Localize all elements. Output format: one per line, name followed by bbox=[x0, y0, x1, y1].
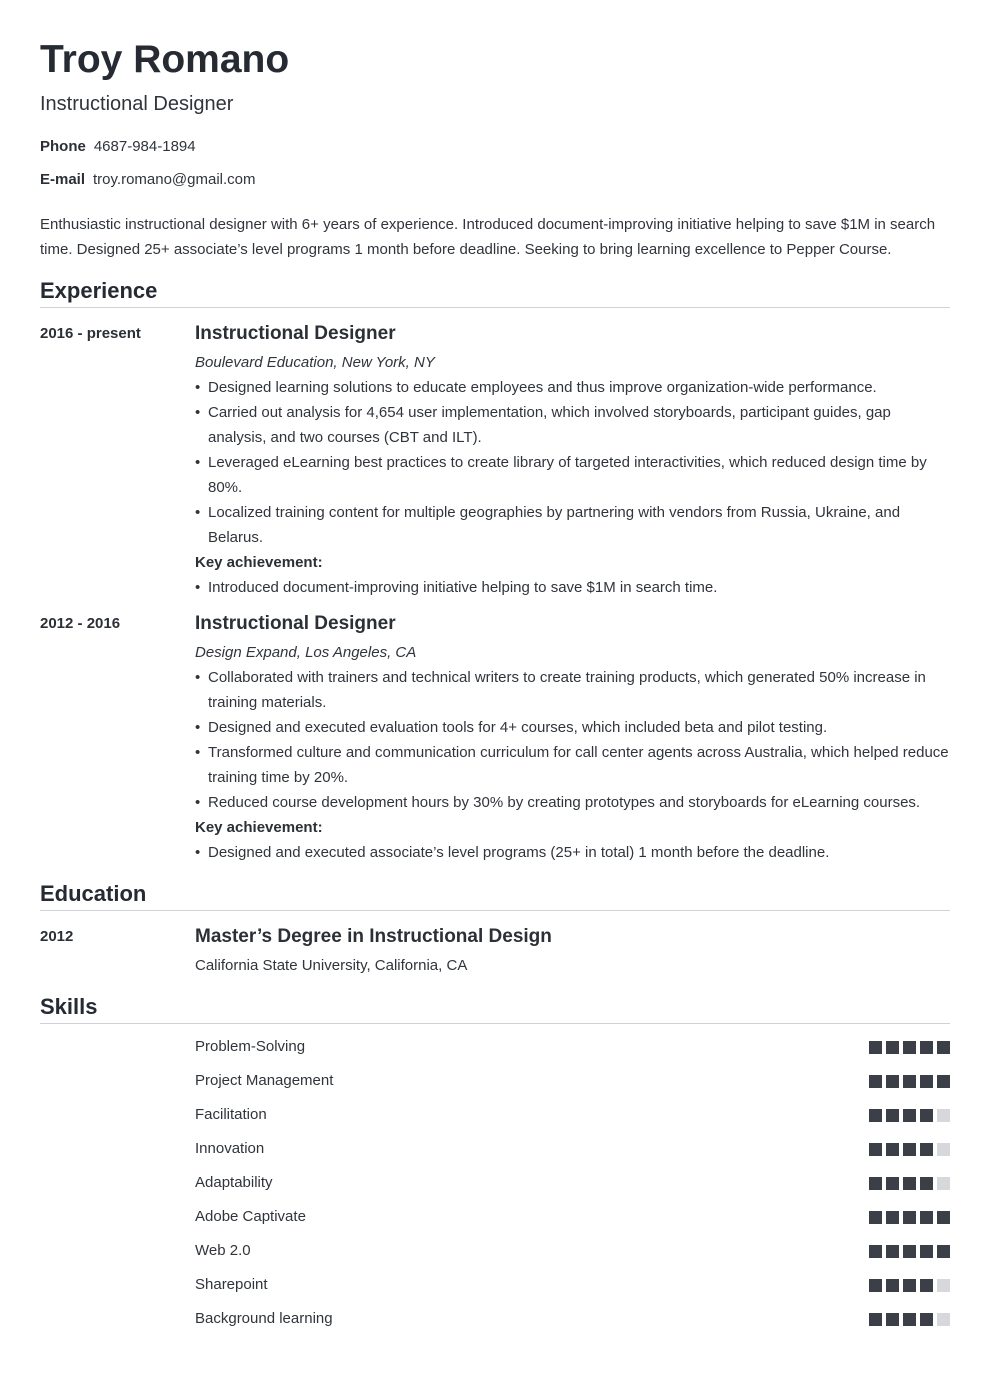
level-filled-square bbox=[937, 1075, 950, 1088]
skill-row bbox=[195, 1238, 950, 1272]
level-filled-square bbox=[869, 1041, 882, 1054]
skill-level-indicator bbox=[869, 1177, 950, 1190]
list-item: • Transformed culture and communication curriculum for call center agents across Australia, which helped reduce training time by 20%. bbox=[195, 740, 950, 790]
education-heading: Education bbox=[40, 880, 950, 911]
skill-name: Sharepoint bbox=[195, 1276, 268, 1293]
skill-row bbox=[195, 1034, 950, 1068]
list-item: • Designed learning solutions to educate employees and thus improve organization-wide performance. bbox=[195, 375, 950, 400]
level-filled-square bbox=[886, 1177, 899, 1190]
company-location: Design Expand, Los Angeles, CA bbox=[195, 644, 417, 661]
level-filled-square bbox=[903, 1279, 916, 1292]
list-item: • Collaborated with trainers and technical writers to create training products, which generated 50% increase in training materials. bbox=[195, 665, 950, 715]
entry-date: 2012 bbox=[40, 928, 74, 945]
skill-name: Adobe Captivate bbox=[195, 1208, 306, 1225]
list-item: • Designed and executed evaluation tools for 4+ courses, which included beta and pilot testing. bbox=[195, 715, 950, 740]
level-filled-square bbox=[903, 1177, 916, 1190]
skill-row bbox=[195, 1306, 950, 1340]
skill-name: Web 2.0 bbox=[195, 1242, 251, 1259]
level-filled-square bbox=[903, 1143, 916, 1156]
level-filled-square bbox=[920, 1279, 933, 1292]
level-filled-square bbox=[903, 1313, 916, 1326]
degree-title: Master’s Degree in Instructional Design bbox=[195, 926, 552, 947]
list-item: • Reduced course development hours by 30% by creating prototypes and storyboards for eLearning courses. bbox=[195, 790, 950, 815]
level-filled-square bbox=[937, 1211, 950, 1224]
entry-body bbox=[195, 925, 950, 978]
level-empty-square bbox=[937, 1313, 950, 1326]
entry-date: 2016 - present bbox=[40, 325, 141, 342]
level-filled-square bbox=[869, 1245, 882, 1258]
skills-list bbox=[195, 1034, 950, 1340]
level-filled-square bbox=[903, 1109, 916, 1122]
candidate-name: Troy Romano bbox=[40, 38, 290, 81]
list-item: • Designed and executed associate’s level programs (25+ in total) 1 month before the deadline. bbox=[195, 840, 950, 865]
level-filled-square bbox=[920, 1143, 933, 1156]
skill-level-indicator bbox=[869, 1279, 950, 1292]
level-filled-square bbox=[920, 1041, 933, 1054]
level-filled-square bbox=[937, 1041, 950, 1054]
skill-row bbox=[195, 1204, 950, 1238]
list-item: • Introduced document-improving initiative helping to save $1M in search time. bbox=[195, 575, 950, 600]
experience-heading: Experience bbox=[40, 277, 950, 308]
list-item: • Carried out analysis for 4,654 user implementation, which involved storyboards, participant guides, gap analysis, and two courses (CBT and ILT). bbox=[195, 400, 950, 450]
level-filled-square bbox=[903, 1245, 916, 1258]
skill-level-indicator bbox=[869, 1313, 950, 1326]
skill-name: Adaptability bbox=[195, 1174, 273, 1191]
school-name: California State University, California, CA bbox=[195, 957, 468, 974]
skill-name: Problem-Solving bbox=[195, 1038, 306, 1055]
skill-level-indicator bbox=[869, 1075, 950, 1088]
skill-name: Background learning bbox=[195, 1310, 333, 1327]
key-achievement-label: Key achievement: bbox=[195, 554, 323, 571]
entry-body bbox=[195, 612, 950, 865]
level-filled-square bbox=[886, 1075, 899, 1088]
job-title: Instructional Designer bbox=[195, 613, 396, 634]
level-filled-square bbox=[869, 1313, 882, 1326]
level-filled-square bbox=[920, 1109, 933, 1122]
level-filled-square bbox=[920, 1245, 933, 1258]
level-filled-square bbox=[869, 1143, 882, 1156]
phone-value: 4687-984-1894 bbox=[93, 138, 196, 155]
skill-level-indicator bbox=[869, 1245, 950, 1258]
skill-row bbox=[195, 1068, 950, 1102]
level-filled-square bbox=[869, 1279, 882, 1292]
skill-level-indicator bbox=[869, 1143, 950, 1156]
skill-name: Innovation bbox=[195, 1140, 265, 1157]
entry-date: 2012 - 2016 bbox=[40, 615, 121, 632]
skill-row bbox=[195, 1102, 950, 1136]
level-filled-square bbox=[903, 1211, 916, 1224]
level-filled-square bbox=[869, 1109, 882, 1122]
level-filled-square bbox=[920, 1075, 933, 1088]
level-filled-square bbox=[869, 1075, 882, 1088]
level-empty-square bbox=[937, 1279, 950, 1292]
level-filled-square bbox=[920, 1177, 933, 1190]
level-filled-square bbox=[886, 1245, 899, 1258]
skill-name: Project Management bbox=[195, 1072, 334, 1089]
level-filled-square bbox=[920, 1313, 933, 1326]
email-row bbox=[40, 170, 256, 190]
achievement-list bbox=[195, 575, 950, 600]
entry-body bbox=[195, 322, 950, 600]
level-filled-square bbox=[869, 1211, 882, 1224]
candidate-role: Instructional Designer bbox=[40, 93, 234, 115]
skill-name: Facilitation bbox=[195, 1106, 267, 1123]
skill-level-indicator bbox=[869, 1109, 950, 1122]
skill-row bbox=[195, 1272, 950, 1306]
level-filled-square bbox=[903, 1075, 916, 1088]
level-empty-square bbox=[937, 1109, 950, 1122]
level-filled-square bbox=[886, 1109, 899, 1122]
list-item: • Leveraged eLearning best practices to create library of targeted interactivities, which reduced design time by 80%. bbox=[195, 450, 950, 500]
profile-summary: Enthusiastic instructional designer with 6+ years of experience. Introduced document-improving initiative helping to save $1M in search time. Designed 25+ associate’s level programs 1 month before deadline. Seeking to bring learning excellence to Pepper Course. bbox=[40, 216, 936, 258]
skill-level-indicator bbox=[869, 1041, 950, 1054]
level-empty-square bbox=[937, 1143, 950, 1156]
skill-row bbox=[195, 1136, 950, 1170]
level-filled-square bbox=[886, 1143, 899, 1156]
responsibility-list bbox=[195, 375, 950, 550]
level-filled-square bbox=[886, 1279, 899, 1292]
email-label: E-mail bbox=[40, 171, 86, 188]
skills-heading: Skills bbox=[40, 993, 950, 1024]
phone-label: Phone bbox=[40, 138, 86, 155]
level-filled-square bbox=[886, 1041, 899, 1054]
level-empty-square bbox=[937, 1177, 950, 1190]
skill-level-indicator bbox=[869, 1211, 950, 1224]
level-filled-square bbox=[920, 1211, 933, 1224]
job-title: Instructional Designer bbox=[195, 323, 396, 344]
responsibility-list bbox=[195, 665, 950, 815]
company-location: Boulevard Education, New York, NY bbox=[195, 354, 435, 371]
key-achievement-label: Key achievement: bbox=[195, 819, 323, 836]
level-filled-square bbox=[903, 1041, 916, 1054]
phone-row bbox=[40, 137, 196, 157]
level-filled-square bbox=[869, 1177, 882, 1190]
list-item: • Localized training content for multiple geographies by partnering with vendors from Russia, Ukraine, and Belarus. bbox=[195, 500, 950, 550]
email-value: troy.romano@gmail.com bbox=[93, 171, 256, 188]
skill-row bbox=[195, 1170, 950, 1204]
level-filled-square bbox=[886, 1313, 899, 1326]
level-filled-square bbox=[886, 1211, 899, 1224]
achievement-list bbox=[195, 840, 950, 865]
level-filled-square bbox=[937, 1245, 950, 1258]
